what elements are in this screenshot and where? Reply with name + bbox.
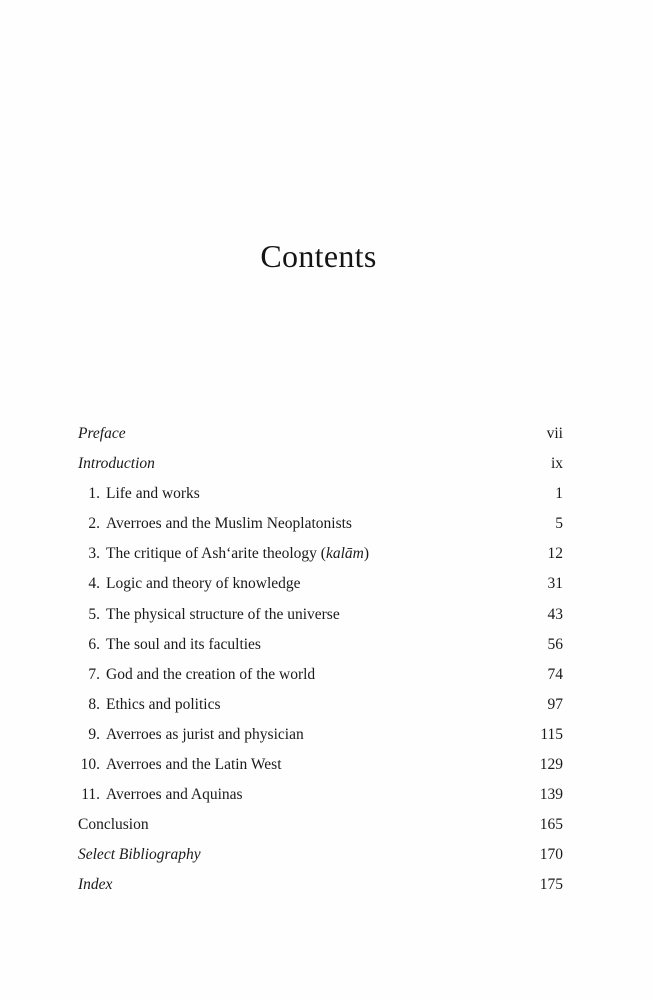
toc-entry-text: Preface [78,425,126,442]
toc-entry-text: Logic and theory of knowledge [106,575,301,593]
toc-entry-title [78,876,112,894]
toc-entry-text: Averroes and the Muslim Neoplatonists [106,515,352,533]
page-number: 43 [547,605,563,623]
toc-entry [78,816,563,846]
toc-entry-text: Introduction [78,455,155,473]
toc-entry [78,575,563,605]
page-number: 12 [547,545,563,563]
page-number: 175 [539,876,563,894]
page-number: 97 [547,695,563,713]
page-number: 115 [540,725,563,743]
toc-entry [78,726,563,756]
toc-entry [78,455,563,485]
toc-entry-text: Ethics and politics [106,695,221,713]
page-number: ix [550,455,563,473]
toc-entry [78,545,563,575]
toc-entry-text: Index [78,876,113,894]
toc-entry [78,846,563,876]
chapter-number: 7. [88,665,100,683]
chapter-number: 3. [88,545,100,563]
toc-entry-text: The critique of Ash‘arite theology ( [106,545,326,563]
toc-entry-text: Averroes and Aquinas [106,786,243,804]
toc-entry [78,786,563,816]
page-number: 56 [547,635,563,653]
toc-entry [78,425,563,455]
page-number: 5 [555,515,563,533]
page-number: vii [546,425,563,442]
toc-entry [78,876,563,906]
page-number: 31 [547,575,563,593]
page-number: 1 [555,485,563,503]
toc-entry-title [78,726,304,744]
toc-entry [78,696,563,726]
toc-entry-text: Life and works [106,485,200,503]
page-number: 165 [539,816,563,834]
toc-entry-text: The soul and its faculties [106,635,261,653]
table-of-contents [78,425,563,907]
page-title: Contents [260,238,377,274]
toc-entry [78,515,563,545]
toc-entry-title [78,455,155,473]
chapter-number: 11. [81,786,100,804]
chapter-number: 8. [88,695,100,713]
toc-entry-text: Averroes as jurist and physician [106,725,304,743]
chapter-number: 4. [88,575,100,593]
chapter-number: 5. [88,605,100,623]
toc-entry-title [78,575,301,593]
page-number: 139 [539,786,563,804]
toc-entry [78,756,563,786]
toc-entry-title [78,515,352,533]
toc-entry-text: The physical structure of the universe [106,605,340,623]
toc-entry-title [78,756,282,774]
toc-entry-title [78,606,340,624]
toc-entry-title [78,816,149,834]
page-number: 74 [547,665,563,683]
toc-entry-title [78,545,369,563]
toc-entry [78,636,563,666]
toc-entry-title [78,846,201,864]
toc-entry [78,485,563,515]
toc-entry [78,666,563,696]
toc-entry-text: God and the creation of the world [106,665,316,683]
chapter-number: 9. [88,725,100,743]
page-number: 129 [539,756,563,774]
toc-entry-title [78,485,200,503]
chapter-number: 2. [88,515,100,533]
chapter-number: 1. [88,485,100,503]
toc-entry-title [78,786,243,804]
chapter-number: 10. [80,756,100,774]
toc-entry-emphasis: kalām [325,545,364,563]
toc-entry-text: Averroes and the Latin West [106,756,282,774]
chapter-number: 6. [88,635,100,653]
toc-entry-title [78,425,126,443]
toc-entry-suffix: ) [363,545,370,563]
toc-entry-title [78,636,261,654]
toc-entry-title [78,696,221,714]
page-number: 170 [539,846,563,864]
toc-entry-text: Select Bibliography [78,846,201,864]
toc-entry-text: Conclusion [78,816,149,834]
toc-entry [78,606,563,636]
toc-entry-title [78,666,315,684]
